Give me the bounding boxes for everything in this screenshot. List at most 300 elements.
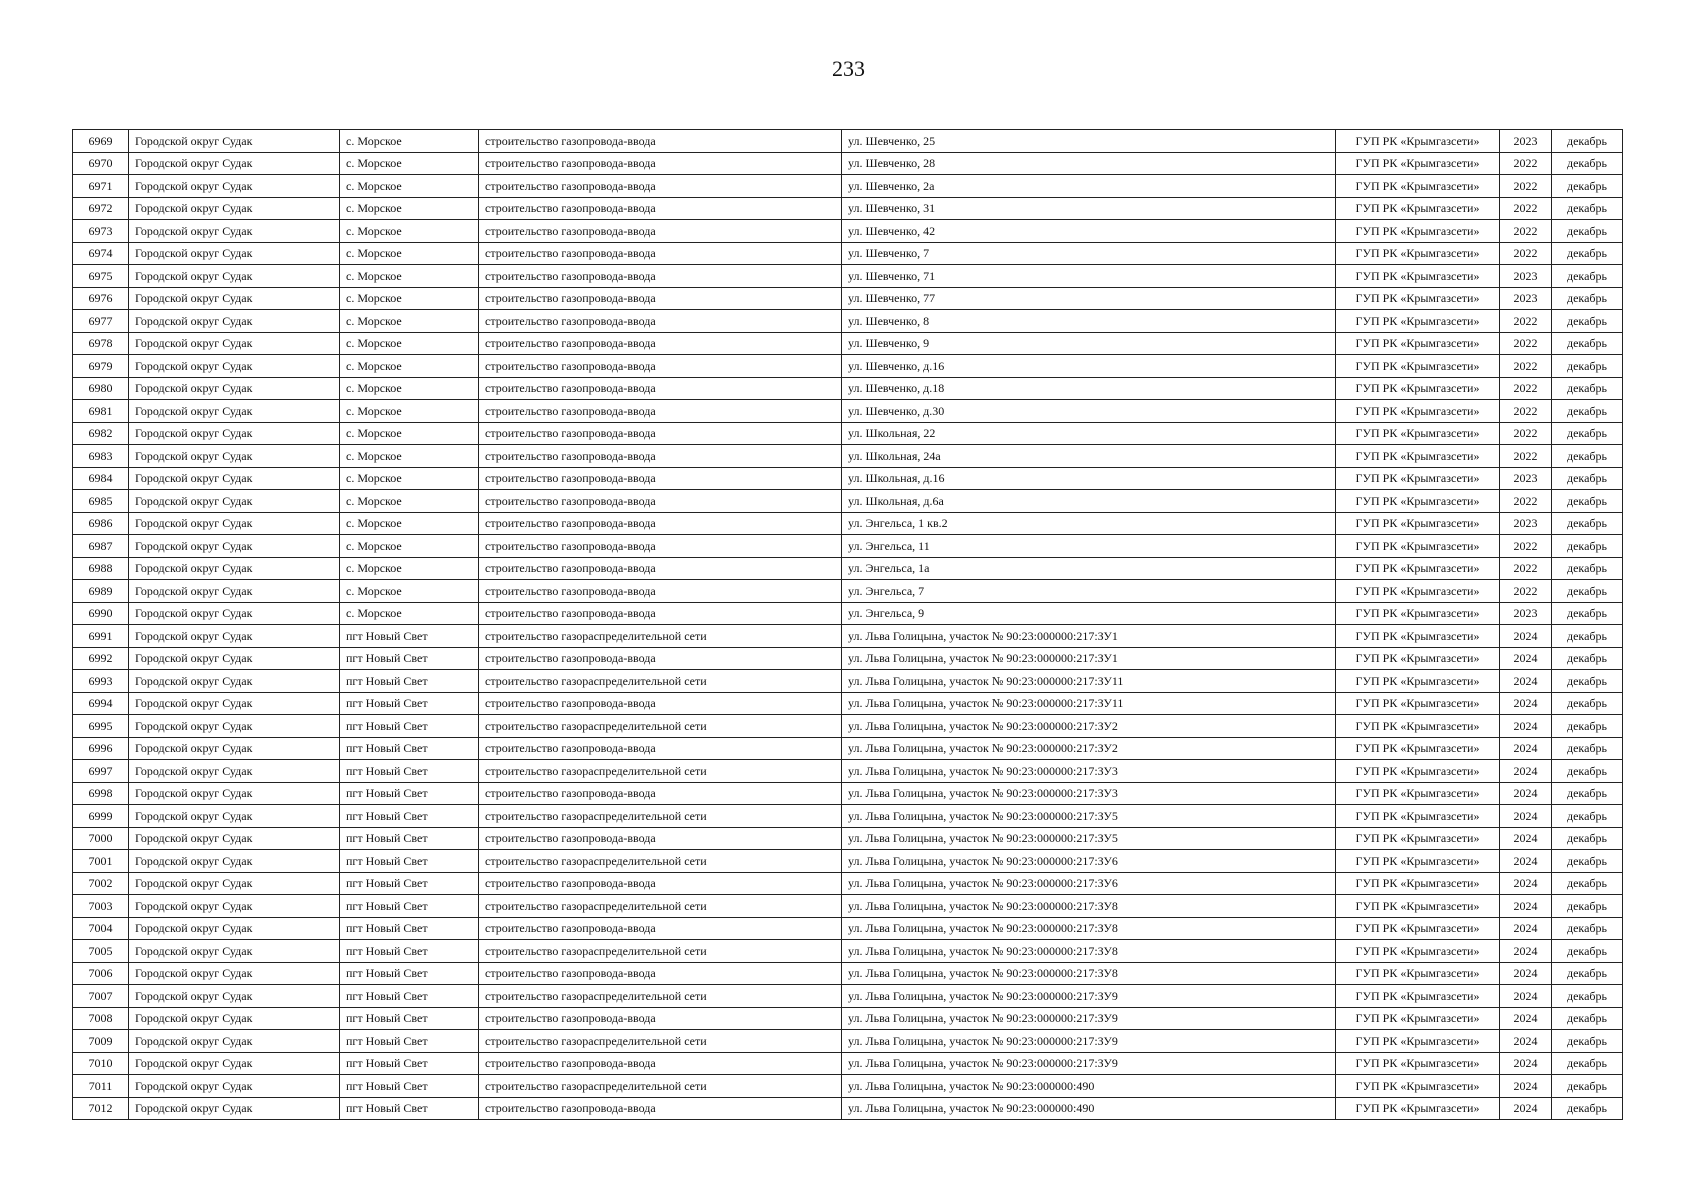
work-type-cell: строительство газопровода-ввода bbox=[479, 872, 842, 895]
month-cell: декабрь bbox=[1552, 557, 1623, 580]
address-cell: ул. Льва Голицына, участок № 90:23:000000:217:ЗУ6 bbox=[842, 872, 1336, 895]
row-number: 6988 bbox=[73, 557, 129, 580]
address-cell: ул. Льва Голицына, участок № 90:23:000000:217:ЗУ9 bbox=[842, 985, 1336, 1008]
settlement-cell: пгт Новый Свет bbox=[340, 1007, 479, 1030]
address-cell: ул. Льва Голицына, участок № 90:23:000000:217:ЗУ5 bbox=[842, 827, 1336, 850]
address-cell: ул. Льва Голицына, участок № 90:23:000000:217:ЗУ8 bbox=[842, 917, 1336, 940]
district-cell: Городской округ Судак bbox=[129, 805, 340, 828]
district-cell: Городской округ Судак bbox=[129, 940, 340, 963]
address-cell: ул. Шевченко, 25 bbox=[842, 130, 1336, 153]
address-cell: ул. Школьная, 22 bbox=[842, 422, 1336, 445]
settlement-cell: с. Морское bbox=[340, 175, 479, 198]
table-row bbox=[73, 917, 1623, 940]
row-number: 6989 bbox=[73, 580, 129, 603]
district-cell: Городской округ Судак bbox=[129, 1030, 340, 1053]
settlement-cell: пгт Новый Свет bbox=[340, 985, 479, 1008]
organization-cell: ГУП РК «Крымгазсети» bbox=[1336, 535, 1500, 558]
month-cell: декабрь bbox=[1552, 287, 1623, 310]
settlement-cell: с. Морское bbox=[340, 197, 479, 220]
year-cell: 2022 bbox=[1500, 310, 1552, 333]
organization-cell: ГУП РК «Крымгазсети» bbox=[1336, 152, 1500, 175]
settlement-cell: с. Морское bbox=[340, 310, 479, 333]
work-type-cell: строительство газопровода-ввода bbox=[479, 692, 842, 715]
organization-cell: ГУП РК «Крымгазсети» bbox=[1336, 917, 1500, 940]
year-cell: 2024 bbox=[1500, 895, 1552, 918]
table-row bbox=[73, 445, 1623, 468]
row-number: 6983 bbox=[73, 445, 129, 468]
table-row bbox=[73, 1052, 1623, 1075]
work-type-cell: строительство газопровода-ввода bbox=[479, 737, 842, 760]
work-type-cell: строительство газопровода-ввода bbox=[479, 917, 842, 940]
district-cell: Городской округ Судак bbox=[129, 985, 340, 1008]
month-cell: декабрь bbox=[1552, 985, 1623, 1008]
row-number: 6981 bbox=[73, 400, 129, 423]
year-cell: 2022 bbox=[1500, 197, 1552, 220]
year-cell: 2024 bbox=[1500, 872, 1552, 895]
year-cell: 2022 bbox=[1500, 220, 1552, 243]
district-cell: Городской округ Судак bbox=[129, 422, 340, 445]
year-cell: 2022 bbox=[1500, 355, 1552, 378]
row-number: 7012 bbox=[73, 1097, 129, 1120]
table-row bbox=[73, 422, 1623, 445]
settlement-cell: пгт Новый Свет bbox=[340, 782, 479, 805]
settlement-cell: пгт Новый Свет bbox=[340, 895, 479, 918]
table-row bbox=[73, 265, 1623, 288]
year-cell: 2022 bbox=[1500, 175, 1552, 198]
row-number: 6977 bbox=[73, 310, 129, 333]
settlement-cell: с. Морское bbox=[340, 490, 479, 513]
address-cell: ул. Шевченко, 77 bbox=[842, 287, 1336, 310]
district-cell: Городской округ Судак bbox=[129, 1007, 340, 1030]
address-cell: ул. Льва Голицына, участок № 90:23:000000:217:ЗУ9 bbox=[842, 1030, 1336, 1053]
row-number: 6970 bbox=[73, 152, 129, 175]
district-cell: Городской округ Судак bbox=[129, 557, 340, 580]
organization-cell: ГУП РК «Крымгазсети» bbox=[1336, 445, 1500, 468]
work-type-cell: строительство газопровода-ввода bbox=[479, 445, 842, 468]
month-cell: декабрь bbox=[1552, 805, 1623, 828]
district-cell: Городской округ Судак bbox=[129, 580, 340, 603]
table-row bbox=[73, 287, 1623, 310]
settlement-cell: пгт Новый Свет bbox=[340, 940, 479, 963]
organization-cell: ГУП РК «Крымгазсети» bbox=[1336, 940, 1500, 963]
table-row bbox=[73, 1075, 1623, 1098]
district-cell: Городской округ Судак bbox=[129, 715, 340, 738]
settlement-cell: с. Морское bbox=[340, 130, 479, 153]
row-number: 7010 bbox=[73, 1052, 129, 1075]
settlement-cell: пгт Новый Свет bbox=[340, 715, 479, 738]
district-cell: Городской округ Судак bbox=[129, 872, 340, 895]
address-cell: ул. Льва Голицына, участок № 90:23:000000:217:ЗУ11 bbox=[842, 670, 1336, 693]
table-row bbox=[73, 602, 1623, 625]
row-number: 6972 bbox=[73, 197, 129, 220]
year-cell: 2024 bbox=[1500, 1007, 1552, 1030]
address-cell: ул. Шевченко, 7 bbox=[842, 242, 1336, 265]
district-cell: Городской округ Судак bbox=[129, 692, 340, 715]
month-cell: декабрь bbox=[1552, 1075, 1623, 1098]
district-cell: Городской округ Судак bbox=[129, 377, 340, 400]
month-cell: декабрь bbox=[1552, 827, 1623, 850]
district-cell: Городской округ Судак bbox=[129, 602, 340, 625]
settlement-cell: с. Морское bbox=[340, 332, 479, 355]
table-row bbox=[73, 220, 1623, 243]
organization-cell: ГУП РК «Крымгазсети» bbox=[1336, 287, 1500, 310]
settlement-cell: пгт Новый Свет bbox=[340, 737, 479, 760]
month-cell: декабрь bbox=[1552, 715, 1623, 738]
year-cell: 2022 bbox=[1500, 557, 1552, 580]
organization-cell: ГУП РК «Крымгазсети» bbox=[1336, 557, 1500, 580]
district-cell: Городской округ Судак bbox=[129, 332, 340, 355]
table-row bbox=[73, 512, 1623, 535]
settlement-cell: с. Морское bbox=[340, 467, 479, 490]
district-cell: Городской округ Судак bbox=[129, 197, 340, 220]
district-cell: Городской округ Судак bbox=[129, 737, 340, 760]
address-cell: ул. Энгельса, 9 bbox=[842, 602, 1336, 625]
district-cell: Городской округ Судак bbox=[129, 1052, 340, 1075]
year-cell: 2023 bbox=[1500, 512, 1552, 535]
table-row bbox=[73, 625, 1623, 648]
settlement-cell: с. Морское bbox=[340, 242, 479, 265]
settlement-cell: с. Морское bbox=[340, 400, 479, 423]
row-number: 6999 bbox=[73, 805, 129, 828]
month-cell: декабрь bbox=[1552, 647, 1623, 670]
work-type-cell: строительство газораспределительной сети bbox=[479, 760, 842, 783]
row-number: 6971 bbox=[73, 175, 129, 198]
district-cell: Городской округ Судак bbox=[129, 782, 340, 805]
month-cell: декабрь bbox=[1552, 467, 1623, 490]
year-cell: 2022 bbox=[1500, 152, 1552, 175]
settlement-cell: с. Морское bbox=[340, 152, 479, 175]
address-cell: ул. Школьная, д.6а bbox=[842, 490, 1336, 513]
address-cell: ул. Энгельса, 11 bbox=[842, 535, 1336, 558]
row-number: 7011 bbox=[73, 1075, 129, 1098]
organization-cell: ГУП РК «Крымгазсети» bbox=[1336, 985, 1500, 1008]
gasification-table bbox=[72, 129, 1623, 1120]
year-cell: 2024 bbox=[1500, 850, 1552, 873]
address-cell: ул. Льва Голицына, участок № 90:23:000000:217:ЗУ9 bbox=[842, 1007, 1336, 1030]
organization-cell: ГУП РК «Крымгазсети» bbox=[1336, 265, 1500, 288]
table-row bbox=[73, 985, 1623, 1008]
address-cell: ул. Льва Голицына, участок № 90:23:000000:217:ЗУ8 bbox=[842, 895, 1336, 918]
row-number: 6979 bbox=[73, 355, 129, 378]
address-cell: ул. Шевченко, 71 bbox=[842, 265, 1336, 288]
district-cell: Городской округ Судак bbox=[129, 310, 340, 333]
month-cell: декабрь bbox=[1552, 872, 1623, 895]
year-cell: 2023 bbox=[1500, 130, 1552, 153]
table-row bbox=[73, 782, 1623, 805]
address-cell: ул. Льва Голицына, участок № 90:23:000000:217:ЗУ1 bbox=[842, 625, 1336, 648]
district-cell: Городской округ Судак bbox=[129, 490, 340, 513]
year-cell: 2024 bbox=[1500, 782, 1552, 805]
address-cell: ул. Льва Голицына, участок № 90:23:000000:490 bbox=[842, 1075, 1336, 1098]
district-cell: Городской округ Судак bbox=[129, 445, 340, 468]
settlement-cell: с. Морское bbox=[340, 422, 479, 445]
address-cell: ул. Льва Голицына, участок № 90:23:000000:217:ЗУ5 bbox=[842, 805, 1336, 828]
organization-cell: ГУП РК «Крымгазсети» bbox=[1336, 782, 1500, 805]
organization-cell: ГУП РК «Крымгазсети» bbox=[1336, 400, 1500, 423]
year-cell: 2024 bbox=[1500, 737, 1552, 760]
settlement-cell: с. Морское bbox=[340, 287, 479, 310]
month-cell: декабрь bbox=[1552, 962, 1623, 985]
settlement-cell: пгт Новый Свет bbox=[340, 917, 479, 940]
settlement-cell: пгт Новый Свет bbox=[340, 872, 479, 895]
address-cell: ул. Льва Голицына, участок № 90:23:000000:217:ЗУ3 bbox=[842, 782, 1336, 805]
row-number: 7009 bbox=[73, 1030, 129, 1053]
row-number: 7003 bbox=[73, 895, 129, 918]
table-row bbox=[73, 580, 1623, 603]
settlement-cell: пгт Новый Свет bbox=[340, 692, 479, 715]
address-cell: ул. Энгельса, 7 bbox=[842, 580, 1336, 603]
table-row bbox=[73, 355, 1623, 378]
month-cell: декабрь bbox=[1552, 355, 1623, 378]
table-row bbox=[73, 692, 1623, 715]
row-number: 6986 bbox=[73, 512, 129, 535]
work-type-cell: строительство газопровода-ввода bbox=[479, 130, 842, 153]
work-type-cell: строительство газопровода-ввода bbox=[479, 490, 842, 513]
work-type-cell: строительство газопровода-ввода bbox=[479, 602, 842, 625]
year-cell: 2024 bbox=[1500, 1097, 1552, 1120]
page-number: 233 bbox=[832, 56, 865, 81]
address-cell: ул. Шевченко, 9 bbox=[842, 332, 1336, 355]
district-cell: Городской округ Судак bbox=[129, 400, 340, 423]
row-number: 6985 bbox=[73, 490, 129, 513]
organization-cell: ГУП РК «Крымгазсети» bbox=[1336, 130, 1500, 153]
month-cell: декабрь bbox=[1552, 782, 1623, 805]
table-row bbox=[73, 1007, 1623, 1030]
table-row bbox=[73, 242, 1623, 265]
work-type-cell: строительство газопровода-ввода bbox=[479, 242, 842, 265]
organization-cell: ГУП РК «Крымгазсети» bbox=[1336, 670, 1500, 693]
year-cell: 2024 bbox=[1500, 1075, 1552, 1098]
work-type-cell: строительство газопровода-ввода bbox=[479, 827, 842, 850]
settlement-cell: с. Морское bbox=[340, 265, 479, 288]
year-cell: 2023 bbox=[1500, 602, 1552, 625]
work-type-cell: строительство газораспределительной сети bbox=[479, 1030, 842, 1053]
month-cell: декабрь bbox=[1552, 1030, 1623, 1053]
table-row bbox=[73, 175, 1623, 198]
organization-cell: ГУП РК «Крымгазсети» bbox=[1336, 1075, 1500, 1098]
month-cell: декабрь bbox=[1552, 400, 1623, 423]
row-number: 6974 bbox=[73, 242, 129, 265]
district-cell: Городской округ Судак bbox=[129, 355, 340, 378]
district-cell: Городской округ Судак bbox=[129, 512, 340, 535]
month-cell: декабрь bbox=[1552, 917, 1623, 940]
organization-cell: ГУП РК «Крымгазсети» bbox=[1336, 512, 1500, 535]
address-cell: ул. Льва Голицына, участок № 90:23:000000:217:ЗУ2 bbox=[842, 737, 1336, 760]
organization-cell: ГУП РК «Крымгазсети» bbox=[1336, 737, 1500, 760]
work-type-cell: строительство газопровода-ввода bbox=[479, 175, 842, 198]
address-cell: ул. Школьная, 24а bbox=[842, 445, 1336, 468]
year-cell: 2022 bbox=[1500, 332, 1552, 355]
row-number: 6992 bbox=[73, 647, 129, 670]
year-cell: 2024 bbox=[1500, 985, 1552, 1008]
district-cell: Городской округ Судак bbox=[129, 827, 340, 850]
month-cell: декабрь bbox=[1552, 625, 1623, 648]
district-cell: Городской округ Судак bbox=[129, 625, 340, 648]
year-cell: 2024 bbox=[1500, 1030, 1552, 1053]
organization-cell: ГУП РК «Крымгазсети» bbox=[1336, 827, 1500, 850]
settlement-cell: пгт Новый Свет bbox=[340, 805, 479, 828]
work-type-cell: строительство газораспределительной сети bbox=[479, 895, 842, 918]
month-cell: декабрь bbox=[1552, 670, 1623, 693]
settlement-cell: с. Морское bbox=[340, 355, 479, 378]
settlement-cell: с. Морское bbox=[340, 580, 479, 603]
work-type-cell: строительство газопровода-ввода bbox=[479, 152, 842, 175]
settlement-cell: пгт Новый Свет bbox=[340, 1052, 479, 1075]
organization-cell: ГУП РК «Крымгазсети» bbox=[1336, 377, 1500, 400]
address-cell: ул. Льва Голицына, участок № 90:23:000000:217:ЗУ11 bbox=[842, 692, 1336, 715]
month-cell: декабрь bbox=[1552, 1007, 1623, 1030]
work-type-cell: строительство газопровода-ввода bbox=[479, 310, 842, 333]
month-cell: декабрь bbox=[1552, 1097, 1623, 1120]
month-cell: декабрь bbox=[1552, 422, 1623, 445]
work-type-cell: строительство газораспределительной сети bbox=[479, 670, 842, 693]
work-type-cell: строительство газопровода-ввода bbox=[479, 467, 842, 490]
table-row bbox=[73, 197, 1623, 220]
table-row bbox=[73, 760, 1623, 783]
table-row bbox=[73, 962, 1623, 985]
row-number: 6982 bbox=[73, 422, 129, 445]
table-body bbox=[73, 130, 1623, 1120]
organization-cell: ГУП РК «Крымгазсети» bbox=[1336, 242, 1500, 265]
month-cell: декабрь bbox=[1552, 535, 1623, 558]
month-cell: декабрь bbox=[1552, 490, 1623, 513]
month-cell: декабрь bbox=[1552, 850, 1623, 873]
settlement-cell: пгт Новый Свет bbox=[340, 647, 479, 670]
table-row bbox=[73, 490, 1623, 513]
row-number: 6998 bbox=[73, 782, 129, 805]
settlement-cell: пгт Новый Свет bbox=[340, 670, 479, 693]
settlement-cell: пгт Новый Свет bbox=[340, 962, 479, 985]
work-type-cell: строительство газопровода-ввода bbox=[479, 197, 842, 220]
address-cell: ул. Шевченко, д.18 bbox=[842, 377, 1336, 400]
year-cell: 2022 bbox=[1500, 535, 1552, 558]
settlement-cell: с. Морское bbox=[340, 602, 479, 625]
row-number: 7005 bbox=[73, 940, 129, 963]
table-row bbox=[73, 827, 1623, 850]
organization-cell: ГУП РК «Крымгазсети» bbox=[1336, 310, 1500, 333]
work-type-cell: строительство газораспределительной сети bbox=[479, 715, 842, 738]
settlement-cell: с. Морское bbox=[340, 535, 479, 558]
month-cell: декабрь bbox=[1552, 580, 1623, 603]
table-row bbox=[73, 557, 1623, 580]
table-row bbox=[73, 1097, 1623, 1120]
work-type-cell: строительство газораспределительной сети bbox=[479, 940, 842, 963]
year-cell: 2024 bbox=[1500, 917, 1552, 940]
district-cell: Городской округ Судак bbox=[129, 760, 340, 783]
address-cell: ул. Льва Голицына, участок № 90:23:000000:217:ЗУ8 bbox=[842, 940, 1336, 963]
organization-cell: ГУП РК «Крымгазсети» bbox=[1336, 895, 1500, 918]
row-number: 6994 bbox=[73, 692, 129, 715]
work-type-cell: строительство газопровода-ввода bbox=[479, 332, 842, 355]
table-row bbox=[73, 647, 1623, 670]
settlement-cell: с. Морское bbox=[340, 445, 479, 468]
work-type-cell: строительство газопровода-ввода bbox=[479, 220, 842, 243]
row-number: 6980 bbox=[73, 377, 129, 400]
address-cell: ул. Школьная, д.16 bbox=[842, 467, 1336, 490]
district-cell: Городской округ Судак bbox=[129, 467, 340, 490]
row-number: 7006 bbox=[73, 962, 129, 985]
organization-cell: ГУП РК «Крымгазсети» bbox=[1336, 760, 1500, 783]
month-cell: декабрь bbox=[1552, 445, 1623, 468]
work-type-cell: строительство газопровода-ввода bbox=[479, 535, 842, 558]
row-number: 7007 bbox=[73, 985, 129, 1008]
district-cell: Городской округ Судак bbox=[129, 152, 340, 175]
district-cell: Городской округ Судак bbox=[129, 647, 340, 670]
month-cell: декабрь bbox=[1552, 760, 1623, 783]
row-number: 6996 bbox=[73, 737, 129, 760]
organization-cell: ГУП РК «Крымгазсети» bbox=[1336, 692, 1500, 715]
address-cell: ул. Шевченко, 2а bbox=[842, 175, 1336, 198]
row-number: 6995 bbox=[73, 715, 129, 738]
month-cell: декабрь bbox=[1552, 152, 1623, 175]
organization-cell: ГУП РК «Крымгазсети» bbox=[1336, 197, 1500, 220]
address-cell: ул. Льва Голицына, участок № 90:23:000000:217:ЗУ8 bbox=[842, 962, 1336, 985]
address-cell: ул. Льва Голицына, участок № 90:23:000000:217:ЗУ2 bbox=[842, 715, 1336, 738]
organization-cell: ГУП РК «Крымгазсети» bbox=[1336, 220, 1500, 243]
row-number: 6973 bbox=[73, 220, 129, 243]
row-number: 6976 bbox=[73, 287, 129, 310]
table-row bbox=[73, 310, 1623, 333]
table-row bbox=[73, 400, 1623, 423]
address-cell: ул. Энгельса, 1 кв.2 bbox=[842, 512, 1336, 535]
month-cell: декабрь bbox=[1552, 220, 1623, 243]
month-cell: декабрь bbox=[1552, 377, 1623, 400]
year-cell: 2024 bbox=[1500, 760, 1552, 783]
row-number: 6991 bbox=[73, 625, 129, 648]
organization-cell: ГУП РК «Крымгазсети» bbox=[1336, 580, 1500, 603]
organization-cell: ГУП РК «Крымгазсети» bbox=[1336, 1052, 1500, 1075]
district-cell: Городской округ Судак bbox=[129, 1097, 340, 1120]
district-cell: Городской округ Судак bbox=[129, 1075, 340, 1098]
organization-cell: ГУП РК «Крымгазсети» bbox=[1336, 490, 1500, 513]
year-cell: 2024 bbox=[1500, 647, 1552, 670]
row-number: 6984 bbox=[73, 467, 129, 490]
table-row bbox=[73, 940, 1623, 963]
address-cell: ул. Шевченко, 28 bbox=[842, 152, 1336, 175]
organization-cell: ГУП РК «Крымгазсети» bbox=[1336, 175, 1500, 198]
table-row bbox=[73, 535, 1623, 558]
district-cell: Городской округ Судак bbox=[129, 242, 340, 265]
table-row bbox=[73, 130, 1623, 153]
year-cell: 2022 bbox=[1500, 490, 1552, 513]
address-cell: ул. Льва Голицына, участок № 90:23:000000:217:ЗУ3 bbox=[842, 760, 1336, 783]
year-cell: 2023 bbox=[1500, 467, 1552, 490]
settlement-cell: пгт Новый Свет bbox=[340, 625, 479, 648]
row-number: 7000 bbox=[73, 827, 129, 850]
settlement-cell: пгт Новый Свет bbox=[340, 760, 479, 783]
year-cell: 2023 bbox=[1500, 287, 1552, 310]
address-cell: ул. Энгельса, 1а bbox=[842, 557, 1336, 580]
work-type-cell: строительство газопровода-ввода bbox=[479, 355, 842, 378]
month-cell: декабрь bbox=[1552, 332, 1623, 355]
table-row bbox=[73, 805, 1623, 828]
address-cell: ул. Льва Голицына, участок № 90:23:000000:217:ЗУ6 bbox=[842, 850, 1336, 873]
district-cell: Городской округ Судак bbox=[129, 220, 340, 243]
settlement-cell: с. Морское bbox=[340, 220, 479, 243]
district-cell: Городской округ Судак bbox=[129, 962, 340, 985]
settlement-cell: пгт Новый Свет bbox=[340, 1097, 479, 1120]
table-row bbox=[73, 850, 1623, 873]
year-cell: 2024 bbox=[1500, 805, 1552, 828]
address-cell: ул. Льва Голицына, участок № 90:23:000000:217:ЗУ9 bbox=[842, 1052, 1336, 1075]
table-row bbox=[73, 467, 1623, 490]
work-type-cell: строительство газораспределительной сети bbox=[479, 850, 842, 873]
organization-cell: ГУП РК «Крымгазсети» bbox=[1336, 647, 1500, 670]
month-cell: декабрь bbox=[1552, 130, 1623, 153]
organization-cell: ГУП РК «Крымгазсети» bbox=[1336, 715, 1500, 738]
district-cell: Городской округ Судак bbox=[129, 670, 340, 693]
work-type-cell: строительство газопровода-ввода bbox=[479, 287, 842, 310]
